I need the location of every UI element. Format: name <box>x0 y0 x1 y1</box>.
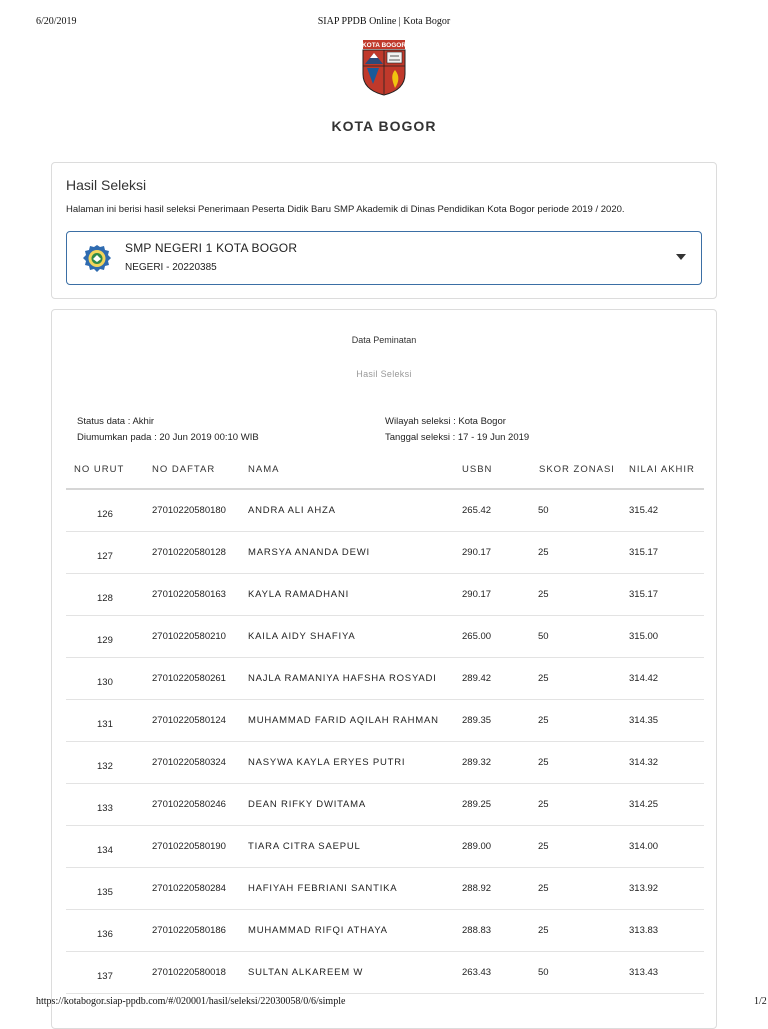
cell-no-urut: 132 <box>97 761 113 772</box>
cell-nilai-akhir: 314.00 <box>629 841 659 852</box>
cell-no-daftar: 27010220580246 <box>152 799 226 810</box>
cell-nama: MUHAMMAD RIFQI ATHAYA <box>248 925 388 936</box>
school-emblem-icon <box>82 244 112 274</box>
cell-no-daftar: 27010220580190 <box>152 841 226 852</box>
cell-usbn: 265.00 <box>462 631 492 642</box>
cell-nilai-akhir: 313.83 <box>629 925 659 936</box>
cell-nama: DEAN RIFKY DWITAMA <box>248 799 367 810</box>
cell-no-urut: 135 <box>97 887 113 898</box>
cell-nama: ANDRA ALI AHZA <box>248 505 336 516</box>
cell-nama: KAYLA RAMADHANI <box>248 589 350 600</box>
school-subtitle: NEGERI - 20220385 <box>125 262 217 273</box>
cell-skor-zonasi: 25 <box>538 715 549 726</box>
table-row <box>66 868 704 910</box>
table-row <box>66 826 704 868</box>
cell-nilai-akhir: 315.00 <box>629 631 659 642</box>
table-row <box>66 490 704 532</box>
cell-nama: KAILA AIDY SHAFIYA <box>248 631 356 642</box>
cell-usbn: 289.25 <box>462 799 492 810</box>
cell-no-urut: 128 <box>97 593 113 604</box>
cell-no-urut: 134 <box>97 845 113 856</box>
tanggal-seleksi: Tanggal seleksi : 17 - 19 Jun 2019 <box>385 432 530 443</box>
cell-nilai-akhir: 313.92 <box>629 883 659 894</box>
cell-no-urut: 129 <box>97 635 113 646</box>
print-footer <box>36 996 768 1010</box>
cell-no-daftar: 27010220580284 <box>152 883 226 894</box>
cell-usbn: 289.35 <box>462 715 492 726</box>
cell-no-daftar: 27010220580124 <box>152 715 226 726</box>
header-usbn: USBN <box>462 464 493 475</box>
cell-skor-zonasi: 25 <box>538 883 549 894</box>
caret-down-icon[interactable] <box>675 253 687 261</box>
print-url: https://kotabogor.siap-ppdb.com/#/020001/hasil/seleksi/22030058/0/6/simple <box>36 996 346 1007</box>
print-header <box>36 16 732 30</box>
cell-no-daftar: 27010220580128 <box>152 547 226 558</box>
cell-skor-zonasi: 25 <box>538 673 549 684</box>
cell-no-daftar: 27010220580261 <box>152 673 226 684</box>
header-nilai-akhir: NILAI AKHIR <box>629 464 695 475</box>
school-select-dropdown[interactable] <box>66 231 702 285</box>
cell-no-daftar: 27010220580163 <box>152 589 226 600</box>
cell-usbn: 289.00 <box>462 841 492 852</box>
cell-no-urut: 133 <box>97 803 113 814</box>
cell-nama: NAJLA RAMANIYA HAFSHA ROSYADI <box>248 673 437 684</box>
table-row <box>66 616 704 658</box>
cell-usbn: 265.42 <box>462 505 492 516</box>
cell-nama: HAFIYAH FEBRIANI SANTIKA <box>248 883 398 894</box>
cell-nilai-akhir: 314.25 <box>629 799 659 810</box>
cell-no-daftar: 27010220580324 <box>152 757 226 768</box>
cell-skor-zonasi: 50 <box>538 505 549 516</box>
table-row <box>66 658 704 700</box>
print-date: 6/20/2019 <box>36 16 77 27</box>
cell-nilai-akhir: 314.35 <box>629 715 659 726</box>
cell-nilai-akhir: 314.32 <box>629 757 659 768</box>
cell-no-urut: 131 <box>97 719 113 730</box>
cell-no-urut: 136 <box>97 929 113 940</box>
cell-skor-zonasi: 25 <box>538 589 549 600</box>
cell-nilai-akhir: 315.17 <box>629 547 659 558</box>
table-row <box>66 952 704 994</box>
cell-nilai-akhir: 315.42 <box>629 505 659 516</box>
city-title: KOTA BOGOR <box>331 118 437 134</box>
cell-no-daftar: 27010220580210 <box>152 631 226 642</box>
hasil-seleksi-subtitle: Hasil Seleksi <box>356 369 412 379</box>
cell-skor-zonasi: 25 <box>538 547 549 558</box>
table-row <box>66 532 704 574</box>
header-skor-zonasi: SKOR ZONASI <box>539 464 615 475</box>
table-header <box>66 454 704 490</box>
data-peminatan-card <box>51 309 717 1029</box>
header-no-daftar: NO DAFTAR <box>152 464 216 475</box>
table-row <box>66 574 704 616</box>
cell-no-urut: 127 <box>97 551 113 562</box>
hasil-seleksi-table <box>66 454 704 994</box>
school-name: SMP NEGERI 1 KOTA BOGOR <box>125 241 298 255</box>
cell-skor-zonasi: 25 <box>538 799 549 810</box>
diumumkan-pada: Diumumkan pada : 20 Jun 2019 00:10 WIB <box>77 432 259 443</box>
cell-usbn: 289.42 <box>462 673 492 684</box>
cell-usbn: 288.92 <box>462 883 492 894</box>
cell-skor-zonasi: 25 <box>538 841 549 852</box>
print-page-title: SIAP PPDB Online | Kota Bogor <box>317 16 451 27</box>
data-peminatan-title: Data Peminatan <box>351 335 417 345</box>
hasil-seleksi-card <box>51 162 717 299</box>
cell-skor-zonasi: 50 <box>538 631 549 642</box>
kota-bogor-logo <box>359 40 409 96</box>
card-description: Halaman ini berisi hasil seleksi Penerimaan Peserta Didik Baru SMP Akademik di Dinas Pendidikan Kota Bogor periode 2019 / 2020. <box>66 204 625 215</box>
cell-no-urut: 137 <box>97 971 113 982</box>
cell-nama: NASYWA KAYLA ERYES PUTRI <box>248 757 406 768</box>
cell-skor-zonasi: 50 <box>538 967 549 978</box>
table-row <box>66 700 704 742</box>
svg-text:KOTA BOGOR: KOTA BOGOR <box>361 42 407 49</box>
cell-no-urut: 126 <box>97 509 113 520</box>
cell-no-daftar: 27010220580186 <box>152 925 226 936</box>
cell-nama: SULTAN ALKAREEM W <box>248 967 364 978</box>
cell-no-daftar: 27010220580018 <box>152 967 226 978</box>
cell-usbn: 288.83 <box>462 925 492 936</box>
card-title: Hasil Seleksi <box>66 177 147 193</box>
cell-usbn: 290.17 <box>462 589 492 600</box>
cell-usbn: 289.32 <box>462 757 492 768</box>
cell-nilai-akhir: 315.17 <box>629 589 659 600</box>
cell-nilai-akhir: 313.43 <box>629 967 659 978</box>
cell-nama: MARSYA ANANDA DEWI <box>248 547 370 558</box>
print-page-number: 1/2 <box>754 996 767 1007</box>
header-nama: NAMA <box>248 464 280 475</box>
wilayah-seleksi: Wilayah seleksi : Kota Bogor <box>385 416 506 427</box>
cell-nilai-akhir: 314.42 <box>629 673 659 684</box>
table-row <box>66 910 704 952</box>
status-data: Status data : Akhir <box>77 416 155 427</box>
cell-no-urut: 130 <box>97 677 113 688</box>
cell-skor-zonasi: 25 <box>538 925 549 936</box>
cell-nama: TIARA CITRA SAEPUL <box>248 841 361 852</box>
header-no-urut: NO URUT <box>74 464 125 475</box>
cell-usbn: 263.43 <box>462 967 492 978</box>
cell-usbn: 290.17 <box>462 547 492 558</box>
cell-skor-zonasi: 25 <box>538 757 549 768</box>
cell-nama: MUHAMMAD FARID AQILAH RAHMAN <box>248 715 439 726</box>
cell-no-daftar: 27010220580180 <box>152 505 226 516</box>
table-row <box>66 784 704 826</box>
table-row <box>66 742 704 784</box>
